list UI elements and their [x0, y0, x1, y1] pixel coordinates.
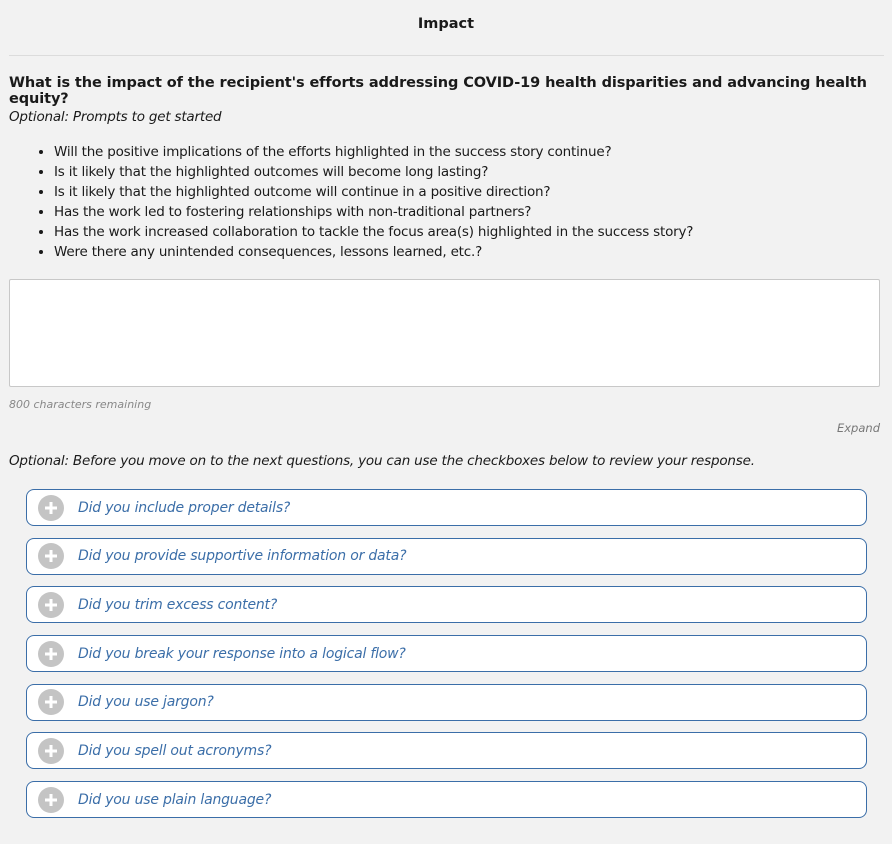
prompts-intro: Optional: Prompts to get started: [9, 109, 222, 125]
plus-circle-icon[interactable]: [38, 592, 64, 618]
review-item-label: Did you break your response into a logical flow?: [78, 645, 406, 662]
plus-circle-icon[interactable]: [38, 495, 64, 521]
review-item-supportive-info[interactable]: [26, 538, 867, 575]
review-item-label: Did you include proper details?: [78, 499, 291, 516]
plus-circle-icon[interactable]: [38, 689, 64, 715]
prompt-item: • Were there any unintended consequences, lessons learned, etc.?: [54, 242, 693, 262]
review-item-label: Did you spell out acronyms?: [78, 742, 272, 759]
review-item-jargon[interactable]: [26, 684, 867, 721]
question-heading: What is the impact of the recipient's efforts addressing COVID-19 health disparities and advancing health equity?: [9, 75, 867, 107]
prompt-item: • Is it likely that the highlighted outcomes will become long lasting?: [54, 162, 693, 182]
section-title: Impact: [417, 16, 475, 32]
review-checklist: [26, 489, 867, 830]
plus-circle-icon[interactable]: [38, 543, 64, 569]
review-item-plain-language[interactable]: [26, 781, 867, 818]
prompt-list: [28, 142, 693, 262]
review-item-label: Did you use plain language?: [78, 791, 272, 808]
review-item-label: Did you trim excess content?: [78, 596, 278, 613]
prompt-item: • Has the work led to fostering relationships with non-traditional partners?: [54, 202, 693, 222]
divider: [9, 55, 884, 56]
plus-circle-icon[interactable]: [38, 641, 64, 667]
plus-circle-icon[interactable]: [38, 787, 64, 813]
characters-remaining: 800 characters remaining: [9, 398, 152, 411]
expand-link[interactable]: Expand: [836, 421, 880, 435]
review-item-label: Did you use jargon?: [78, 694, 214, 711]
plus-circle-icon[interactable]: [38, 738, 64, 764]
review-item-details[interactable]: [26, 489, 867, 526]
review-item-trim-content[interactable]: [26, 586, 867, 623]
review-item-acronyms[interactable]: [26, 732, 867, 769]
review-item-label: Did you provide supportive information or data?: [78, 548, 407, 565]
prompt-item: • Is it likely that the highlighted outcome will continue in a positive direction?: [54, 182, 693, 202]
prompt-item: • Will the positive implications of the efforts highlighted in the success story continue?: [54, 142, 693, 162]
response-textarea[interactable]: [9, 279, 880, 387]
prompt-item: • Has the work increased collaboration to tackle the focus area(s) highlighted in the success story?: [54, 222, 693, 242]
review-intro: Optional: Before you move on to the next questions, you can use the checkboxes below to review your response.: [9, 453, 755, 469]
review-item-logical-flow[interactable]: [26, 635, 867, 672]
